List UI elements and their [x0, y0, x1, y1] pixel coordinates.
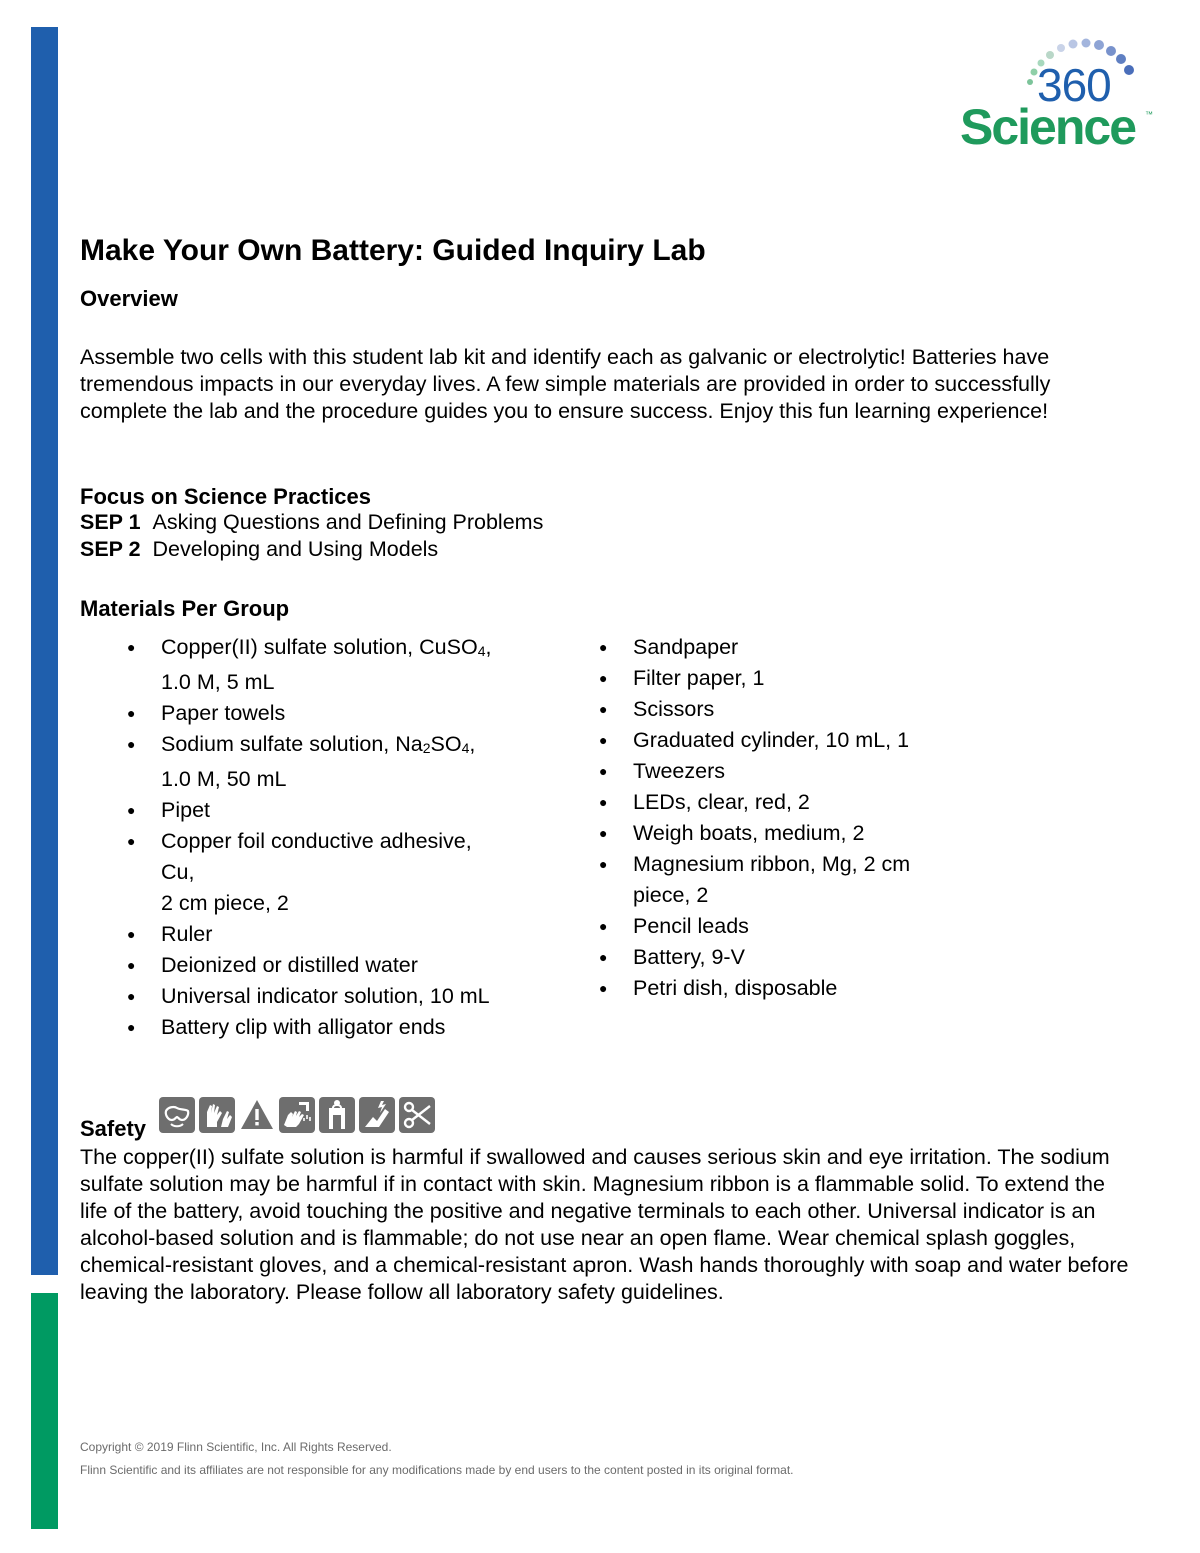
sep-code: SEP 1	[80, 510, 141, 534]
item-text: Deionized or distilled water	[161, 953, 418, 977]
apron-icon	[319, 1097, 355, 1133]
list-item	[127, 981, 527, 1012]
item-text: Battery clip with alligator ends	[161, 1015, 446, 1039]
list-item	[599, 942, 979, 973]
item-text: Paper towels	[161, 701, 286, 725]
item-text: LEDs, clear, red, 2	[633, 790, 810, 814]
item-text: Sandpaper	[633, 635, 739, 659]
item-text: Copper(II) sulfate solution, CuSO	[161, 635, 478, 659]
list-item	[127, 698, 527, 729]
item-text: Filter paper, 1	[633, 666, 765, 690]
list-item	[127, 795, 527, 826]
sep-code: SEP 2	[80, 537, 141, 561]
materials-list-right	[599, 632, 979, 1004]
overview-text: Assemble two cells with this student lab kit and identify each as galvanic or electrolytic! Batteries have tremendous impacts in our everyday lives. A few simple materials are provided in order to successfully complete the lab and the procedure guides you to ensure success. Enjoy this fun learning experience!	[80, 345, 1051, 423]
item-text: Ruler	[161, 922, 213, 946]
logo-word: Science	[960, 99, 1136, 155]
page-title: Make Your Own Battery: Guided Inquiry Lab	[80, 234, 706, 267]
hand-wash-icon	[279, 1097, 315, 1133]
sep-text: Asking Questions and Defining Problems	[152, 510, 544, 534]
safety-heading: Safety	[80, 1116, 147, 1141]
left-blue-bar	[31, 27, 58, 1275]
item-text: Universal indicator solution, 10 mL	[161, 984, 490, 1008]
list-item	[599, 725, 979, 756]
item-text: Weigh boats, medium, 2	[633, 821, 865, 845]
list-item	[127, 1012, 527, 1043]
list-item	[599, 632, 979, 663]
item-text: Pipet	[161, 798, 211, 822]
subscript: 4	[461, 740, 470, 756]
gloves-icon	[199, 1097, 235, 1133]
scissors-icon	[399, 1097, 435, 1133]
flammable-icon	[359, 1097, 395, 1133]
list-item	[127, 729, 527, 795]
list-item	[599, 787, 979, 818]
item-text: Cu,	[161, 860, 195, 884]
sep-text: Developing and Using Models	[152, 537, 439, 561]
item-text: Tweezers	[633, 759, 726, 783]
list-item	[599, 694, 979, 725]
logo-number: 360	[1037, 59, 1111, 111]
list-item	[127, 826, 527, 919]
item-text: Pencil leads	[633, 914, 749, 938]
item-text: Magnesium ribbon, Mg, 2 cm	[633, 852, 911, 876]
item-text: Petri dish, disposable	[633, 976, 838, 1000]
footer-copyright: Copyright © 2019 Flinn Scientific, Inc. All Rights Reserved.	[80, 1440, 392, 1454]
item-text: Battery, 9-V	[633, 945, 745, 969]
list-item	[127, 950, 527, 981]
left-green-bar	[31, 1293, 58, 1529]
list-item	[599, 818, 979, 849]
item-text: ,	[469, 732, 476, 756]
item-text: Sodium sulfate solution, Na	[161, 732, 423, 756]
safety-text: The copper(II) sulfate solution is harmful if swallowed and causes serious skin and eye irritation. The sodium sulfate solution may be harmful if in contact with skin. Magnesium ribbon is a flammable solid. To extend the life of the battery, avoid touching the positive and negative terminals to each other. Universal indicator is an alcohol-based solution and is flammable; do not use near an open flame. Wear chemical splash goggles, chemical-resistant gloves, and a chemical-resistant apron. Wash hands thoroughly with soap and water before leaving the laboratory. Please follow all laboratory safety guidelines.	[80, 1145, 1129, 1304]
item-text: Copper foil conductive adhesive,	[161, 829, 472, 853]
item-text: Graduated cylinder, 10 mL, 1	[633, 728, 910, 752]
logo-trademark: ™	[1145, 110, 1153, 119]
list-item	[127, 919, 527, 950]
list-item	[599, 973, 979, 1004]
goggles-icon	[159, 1097, 195, 1133]
item-text: piece, 2	[633, 883, 709, 907]
focus-heading: Focus on Science Practices	[80, 484, 372, 509]
warning-icon	[239, 1097, 275, 1133]
safety-icons	[159, 1097, 435, 1133]
list-item	[599, 756, 979, 787]
footer-disclaimer: Flinn Scientific and its affiliates are not responsible for any modifications made by end users to the content posted in its original format.	[80, 1463, 794, 1477]
item-text: 1.0 M, 5 mL	[161, 670, 275, 694]
list-item	[599, 663, 979, 694]
materials-list-left	[127, 632, 527, 1043]
list-item	[599, 911, 979, 942]
sep-item	[80, 510, 543, 535]
logo-360-science	[958, 38, 1163, 156]
item-text: ,	[485, 635, 492, 659]
item-text: 2 cm piece, 2	[161, 891, 289, 915]
list-item	[127, 632, 527, 698]
materials-heading: Materials Per Group	[80, 596, 290, 621]
item-text: SO	[430, 732, 462, 756]
item-text: Scissors	[633, 697, 715, 721]
list-item	[599, 849, 979, 911]
subscript: 2	[422, 740, 431, 756]
item-text: 1.0 M, 50 mL	[161, 767, 287, 791]
overview-heading: Overview	[80, 286, 178, 311]
subscript: 4	[477, 643, 486, 659]
sep-item	[80, 537, 438, 562]
